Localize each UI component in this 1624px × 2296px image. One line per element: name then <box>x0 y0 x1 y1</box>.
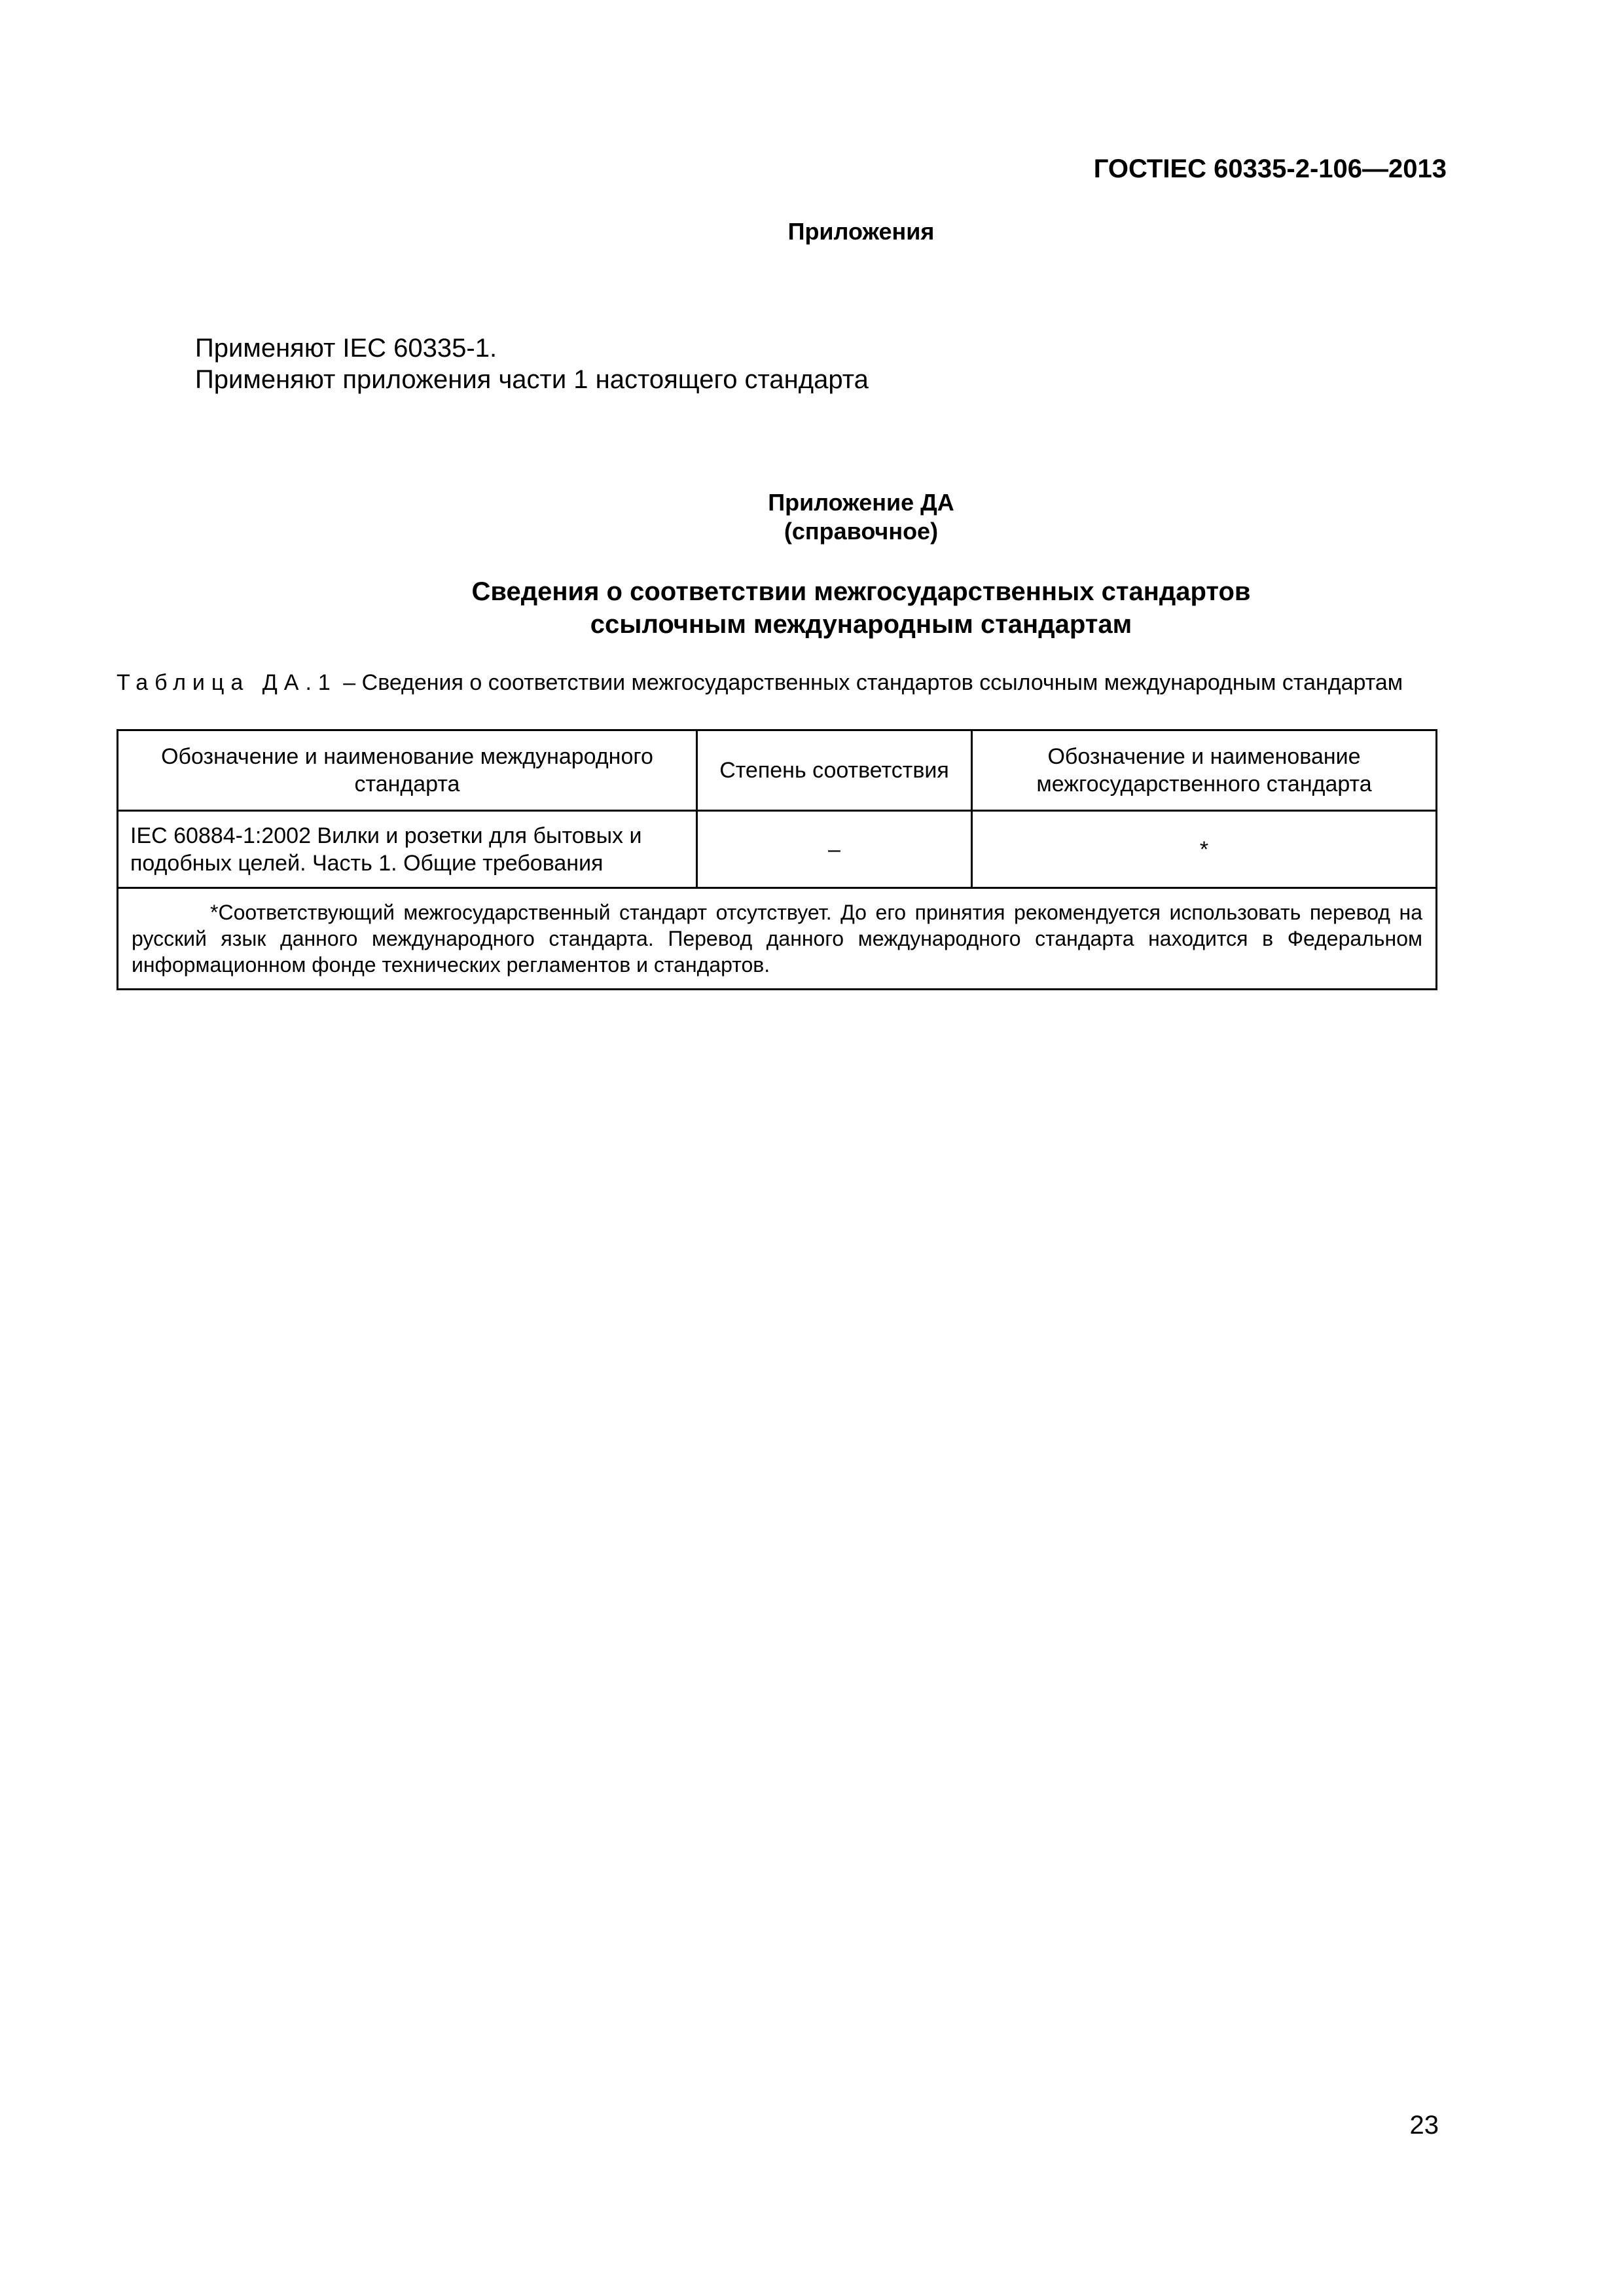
table-header-row <box>118 730 1437 811</box>
section-title: Приложения <box>787 218 935 245</box>
correspondence-table <box>117 729 1435 990</box>
cell-international-standard: IEC 60884-1:2002 Вилки и розетки для бытовых и подобных целей. Часть 1. Общие требования <box>118 811 697 888</box>
apply-statement-2: Применяют приложения части 1 настоящего стандарта <box>195 365 869 394</box>
header-interstate-standard: Обозначение и наименование межгосударственного стандарта <box>972 730 1437 811</box>
table-row <box>118 811 1437 888</box>
apply-statement-1: Применяют IEC 60335-1. <box>195 334 497 363</box>
table-note-row <box>118 888 1437 990</box>
annex-subtitle: (справочное) <box>784 518 939 545</box>
table-caption-prefix: Таблица ДА.1 <box>117 670 337 695</box>
header-international-standard: Обозначение и наименование международного стандарта <box>118 730 697 811</box>
annex-heading-line-2: ссылочным международным стандартам <box>590 610 1132 639</box>
cell-interstate-standard: * <box>972 811 1437 888</box>
table-footnote-text: *Соответствующий межгосударственный стандарт отсутствует. До его принятия рекомендуется использовать перевод на русский язык данного международного стандарта. Перевод данного международного стандарта находится в Федеральном информационном фонде технических регламентов и стандартов. <box>132 901 1422 977</box>
table-caption-text: – Сведения о соответствии межгосударственных стандартов ссылочным международным стандартам <box>343 670 1403 695</box>
header-degree-of-conformity: Степень соответствия <box>697 730 972 811</box>
document-code: ГОСТIEC 60335-2-106—2013 <box>1093 154 1447 183</box>
table-caption <box>117 669 1435 696</box>
cell-degree-of-conformity: – <box>697 811 972 888</box>
annex-title: Приложение ДА <box>768 489 954 516</box>
page-number: 23 <box>1409 2111 1439 2140</box>
table-footnote <box>118 888 1437 990</box>
annex-heading-line-1: Сведения о соответствии межгосударственных стандартов <box>471 577 1251 606</box>
